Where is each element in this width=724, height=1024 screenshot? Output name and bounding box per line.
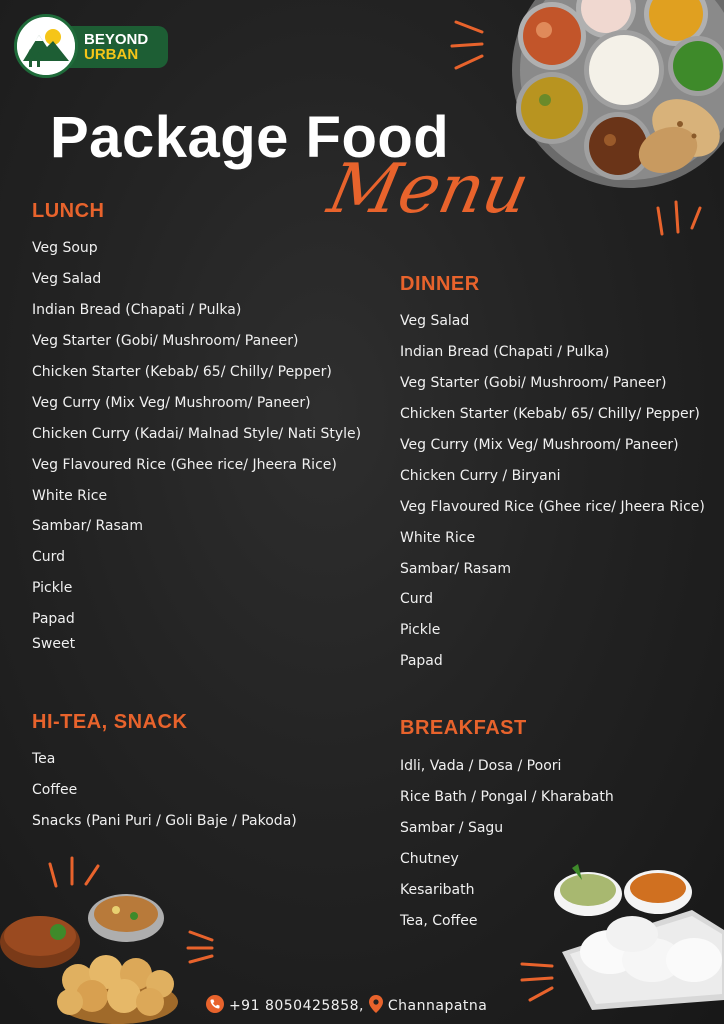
list-item: Chicken Curry (Kadai/ Malnad Style/ Nati Style) xyxy=(32,426,362,442)
list-item: Chicken Starter (Kebab/ 65/ Chilly/ Pepper) xyxy=(400,406,700,422)
footer-contact xyxy=(206,995,487,1017)
section-title-dinner: DINNER xyxy=(400,273,480,295)
list-item: Veg Flavoured Rice (Ghee rice/ Jheera Rice) xyxy=(400,499,705,515)
location-pin-icon xyxy=(369,995,383,1017)
list-item: Indian Bread (Chapati / Pulka) xyxy=(32,302,242,318)
list-item: White Rice xyxy=(400,530,476,546)
phone-icon xyxy=(206,995,224,1017)
thali-image xyxy=(500,0,724,190)
list-item: Chutney xyxy=(400,851,459,867)
list-item: Veg Salad xyxy=(32,271,102,287)
section-title-lunch: LUNCH xyxy=(32,200,105,222)
list-item: Papad xyxy=(32,611,75,627)
list-item: Tea xyxy=(32,751,56,767)
list-item: Tea, Coffee xyxy=(400,913,478,929)
brand-line2: URBAN xyxy=(84,46,139,63)
list-item: Sambar / Sagu xyxy=(400,820,504,836)
list-item: Veg Curry (Mix Veg/ Mushroom/ Paneer) xyxy=(400,437,679,453)
list-item: Papad xyxy=(400,653,443,669)
list-item: Veg Curry (Mix Veg/ Mushroom/ Paneer) xyxy=(32,395,311,411)
list-item: Pickle xyxy=(400,622,441,638)
page-title: Package Food xyxy=(50,105,450,170)
section-title-breakfast: BREAKFAST xyxy=(400,717,527,739)
list-item: Veg Salad xyxy=(400,313,470,329)
list-item: White Rice xyxy=(32,488,108,504)
accent-strokes-bottom-mid xyxy=(186,928,216,964)
section-title-snack: HI-TEA, SNACK xyxy=(32,711,188,733)
accent-strokes-right xyxy=(652,198,704,238)
list-item: Sambar/ Rasam xyxy=(32,518,144,534)
footer-phone[interactable]: +91 8050425858, xyxy=(228,998,364,1014)
list-item: Chicken Curry / Biryani xyxy=(400,468,561,484)
list-item: Veg Soup xyxy=(32,240,98,256)
accent-strokes-top xyxy=(448,18,488,78)
list-item: Pickle xyxy=(32,580,73,596)
brand-logo xyxy=(14,14,172,80)
list-item: Idli, Vada / Dosa / Poori xyxy=(400,758,562,774)
list-item: Veg Flavoured Rice (Ghee rice/ Jheera Rice) xyxy=(32,457,337,473)
list-item: Veg Starter (Gobi/ Mushroom/ Paneer) xyxy=(32,333,299,349)
list-item: Curd xyxy=(32,549,66,565)
brand-emblem xyxy=(14,14,78,78)
list-item: Sambar/ Rasam xyxy=(400,561,512,577)
list-item: Chicken Starter (Kebab/ 65/ Chilly/ Pepper) xyxy=(32,364,332,380)
pani-puri-image xyxy=(0,884,190,1024)
list-item: Sweet xyxy=(32,636,76,652)
page-subtitle-script: Menu xyxy=(321,150,536,229)
list-item: Snacks (Pani Puri / Goli Baje / Pakoda) xyxy=(32,813,297,829)
idli-image xyxy=(552,860,724,1010)
footer-location: Channapatna xyxy=(387,998,488,1014)
list-item: Indian Bread (Chapati / Pulka) xyxy=(400,344,610,360)
list-item: Veg Starter (Gobi/ Mushroom/ Paneer) xyxy=(400,375,667,391)
list-item: Kesaribath xyxy=(400,882,475,898)
list-item: Rice Bath / Pongal / Kharabath xyxy=(400,789,614,805)
brand-line1: BEYOND xyxy=(84,31,149,48)
list-item: Curd xyxy=(400,591,434,607)
list-item: Coffee xyxy=(32,782,78,798)
mountain-icon xyxy=(17,17,75,75)
